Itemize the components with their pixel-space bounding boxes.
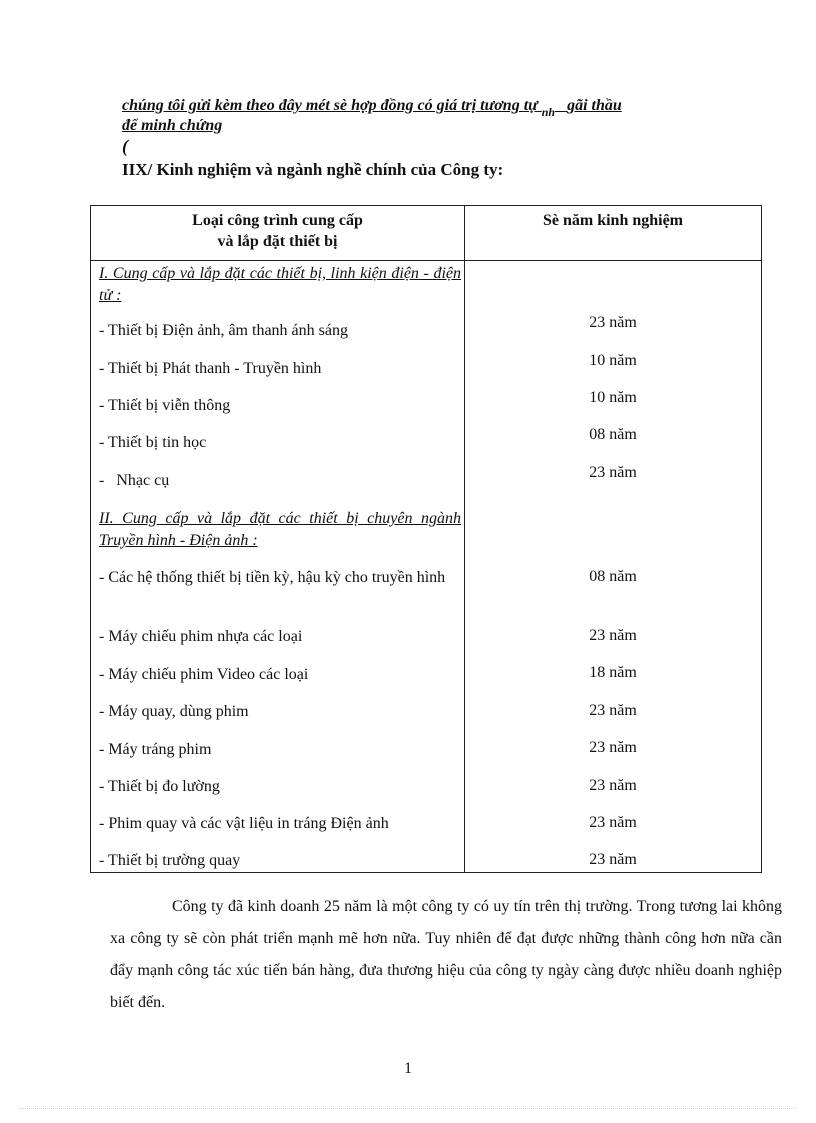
table-row-label: - Thiết bị Điện ảnh, âm thanh ánh sáng <box>99 322 348 339</box>
table-row-label: - Các hệ thống thiết bị tiền kỳ, hậu kỳ cho truyền hình <box>99 569 446 586</box>
section-1-title: I. Cung cấp và lắp đặt các thiết bị, linh kiện điện - điện tử : <box>99 265 461 304</box>
intro-line-1 <box>122 96 742 119</box>
table-row-years: 23 năm <box>589 702 637 719</box>
header-work-type-line-1: Loại công trình cung cấp <box>192 212 363 229</box>
footer-divider <box>20 1108 796 1109</box>
intro-note <box>122 96 742 156</box>
table-row-label: - Máy tráng phim <box>99 741 212 758</box>
table-row-years: 23 năm <box>589 814 637 831</box>
table-row-label: - Thiết bị viễn thông <box>99 397 231 414</box>
table-row-years: 23 năm <box>589 851 637 868</box>
table-column-divider <box>464 206 465 872</box>
header-work-type <box>91 210 464 252</box>
table-row-years: 23 năm <box>589 627 637 644</box>
table-row-years: 23 năm <box>589 777 637 794</box>
table-row-years: 23 năm <box>589 739 637 756</box>
table-row-label: - Thiết bị Phát thanh - Truyền hình <box>99 360 322 377</box>
table-row-label: - Phim quay và các vật liệu in tráng Điện ảnh <box>99 815 389 832</box>
table-row-label: - Máy chiếu phim nhựa các loại <box>99 628 303 645</box>
table-row-years: 10 năm <box>589 389 637 406</box>
intro-line-1-subscript: nh <box>541 105 556 119</box>
table-row-years: 23 năm <box>589 314 637 331</box>
section-2-title: II. Cung cấp và lắp đặt các thiết bị chuyên ngành Truyền hình - Điện ảnh : <box>99 510 461 549</box>
table-header-divider <box>91 260 761 261</box>
table-row-label: - Thiết bị trường quay <box>99 852 241 869</box>
table-row-label: - Thiết bị tin học <box>99 434 207 451</box>
table-row-label: - Nhạc cụ <box>99 472 170 489</box>
intro-line-1-text: chúng tôi gửi kèm theo đây mét sè hợp đồng có giá trị tương tự <box>122 97 538 114</box>
intro-paren: ( <box>122 136 128 156</box>
table-row-years: 08 năm <box>589 426 637 443</box>
table-row-label: - Máy chiếu phim Video các loại <box>99 666 309 683</box>
section-heading: IIX/ Kinh nghiệm và ngành nghề chính của Công ty: <box>122 160 504 179</box>
table-row-label: - Thiết bị đo lường <box>99 778 220 795</box>
intro-line-2: để minh chứng <box>122 117 223 134</box>
table-row-label: - Máy quay, dùng phim <box>99 703 249 720</box>
table-row-years: 08 năm <box>589 568 637 585</box>
page-number: 1 <box>404 1060 412 1077</box>
intro-line-1-end: gãi thầu <box>567 97 622 114</box>
header-work-type-line-2: và lắp đặt thiết bị <box>217 233 338 250</box>
table-row-years: 18 năm <box>589 664 637 681</box>
experience-table <box>90 205 762 873</box>
header-years: Sè năm kinh nghiệm <box>542 212 684 229</box>
body-paragraph: Công ty đã kinh doanh 25 năm là một công ty có uy tín trên thị trường. Trong tương lai không xa công ty sẽ còn phát triển mạnh mẽ hơn nữa. Tuy nhiên để đạt được những thành công hơn nữa cần đẩy mạnh công tác xúc tiến bán hàng, đưa thương hiệu của công ty ngày càng được nhiều doanh nghiệp biết đến. <box>110 898 782 1011</box>
table-row-years: 23 năm <box>589 464 637 481</box>
table-row-years: 10 năm <box>589 352 637 369</box>
